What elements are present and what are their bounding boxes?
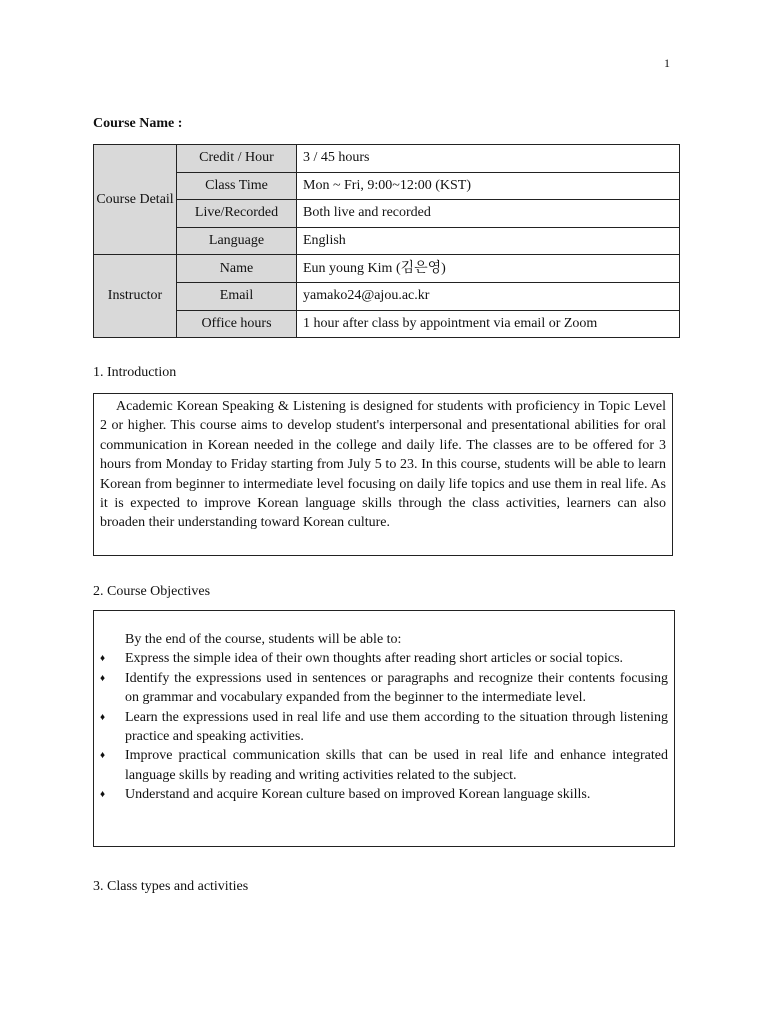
table-row [94,255,680,283]
objective-text: Learn the expressions used in real life and use them according to the situation through listening practice and speaking activities. [125,709,668,745]
objective-text: Improve practical communication skills that can be used in real life and enhance integrated language skills by reading and writing activities related to the subject. [125,748,668,783]
row-value: 1 hour after class by appointment via email or Zoom [297,310,680,338]
objectives-heading: 2. Course Objectives [93,584,211,599]
list-item [100,708,668,747]
row-label: Language [177,227,297,255]
table-row [94,200,680,228]
diamond-bullet-icon: ♦ [100,711,106,723]
diamond-bullet-icon: ♦ [100,653,106,665]
course-detail-table [93,144,680,338]
class-types-heading: 3. Class types and activities [93,879,249,894]
row-label: Credit / Hour [177,145,297,173]
row-value: Both live and recorded [297,200,680,228]
introduction-text: Academic Korean Speaking & Listening is designed for students with proficiency in Topic Level 2 or higher. This course aims to develop student's interpersonal and presentational abilities for oral communication in Korean needed in the college and daily life. The classes are to be offered for 3 hours from Monday to Friday starting from July 5 to 23. In this course, students will be able to learn Korean from beginner to intermediate level focusing on daily life topics and use them in real life. As it is expected to improve Korean language skills through the class activities, learners can also broaden their understanding toward Korean culture. [100,399,666,531]
objective-text: Understand and acquire Korean culture based on improved Korean language skills. [125,787,591,803]
objectives-lead: By the end of the course, students will be able to: [125,632,402,647]
instructor-group-cell: Instructor [94,255,177,338]
table-row [94,310,680,338]
diamond-bullet-icon: ♦ [100,789,106,801]
list-item [100,785,668,804]
table-row [94,227,680,255]
row-value: Eun young Kim (김은영) [297,255,680,283]
introduction-box [93,393,673,556]
row-label: Class Time [177,172,297,200]
row-label: Office hours [177,310,297,338]
objectives-box [93,610,675,847]
list-item [100,746,668,785]
row-label: Email [177,282,297,310]
objective-text: Identify the expressions used in sentences or paragraphs and recognize their contents focusing on grammar and vocabulary expanded from the beginner to the intermediate level. [125,670,668,706]
table-row [94,282,680,310]
diamond-bullet-icon: ♦ [100,672,106,684]
row-value: English [297,227,680,255]
row-label: Live/Recorded [177,200,297,228]
instructor-email: yamako24@ajou.ac.kr [297,282,680,310]
diamond-bullet-icon: ♦ [100,750,106,762]
row-value: Mon ~ Fri, 9:00~12:00 (KST) [297,172,680,200]
objective-text: Express the simple idea of their own thoughts after reading short articles or social topics. [125,651,624,667]
introduction-heading: 1. Introduction [93,365,177,380]
course-detail-group-cell: Course Detail [94,145,177,255]
list-item [100,669,668,708]
course-name-label: Course Name : [93,116,183,131]
list-item [100,649,668,668]
table-row [94,172,680,200]
page-number: 1 [664,56,670,70]
table-row [94,145,680,173]
objectives-list [100,649,668,804]
row-label: Name [177,255,297,283]
row-value: 3 / 45 hours [297,145,680,173]
